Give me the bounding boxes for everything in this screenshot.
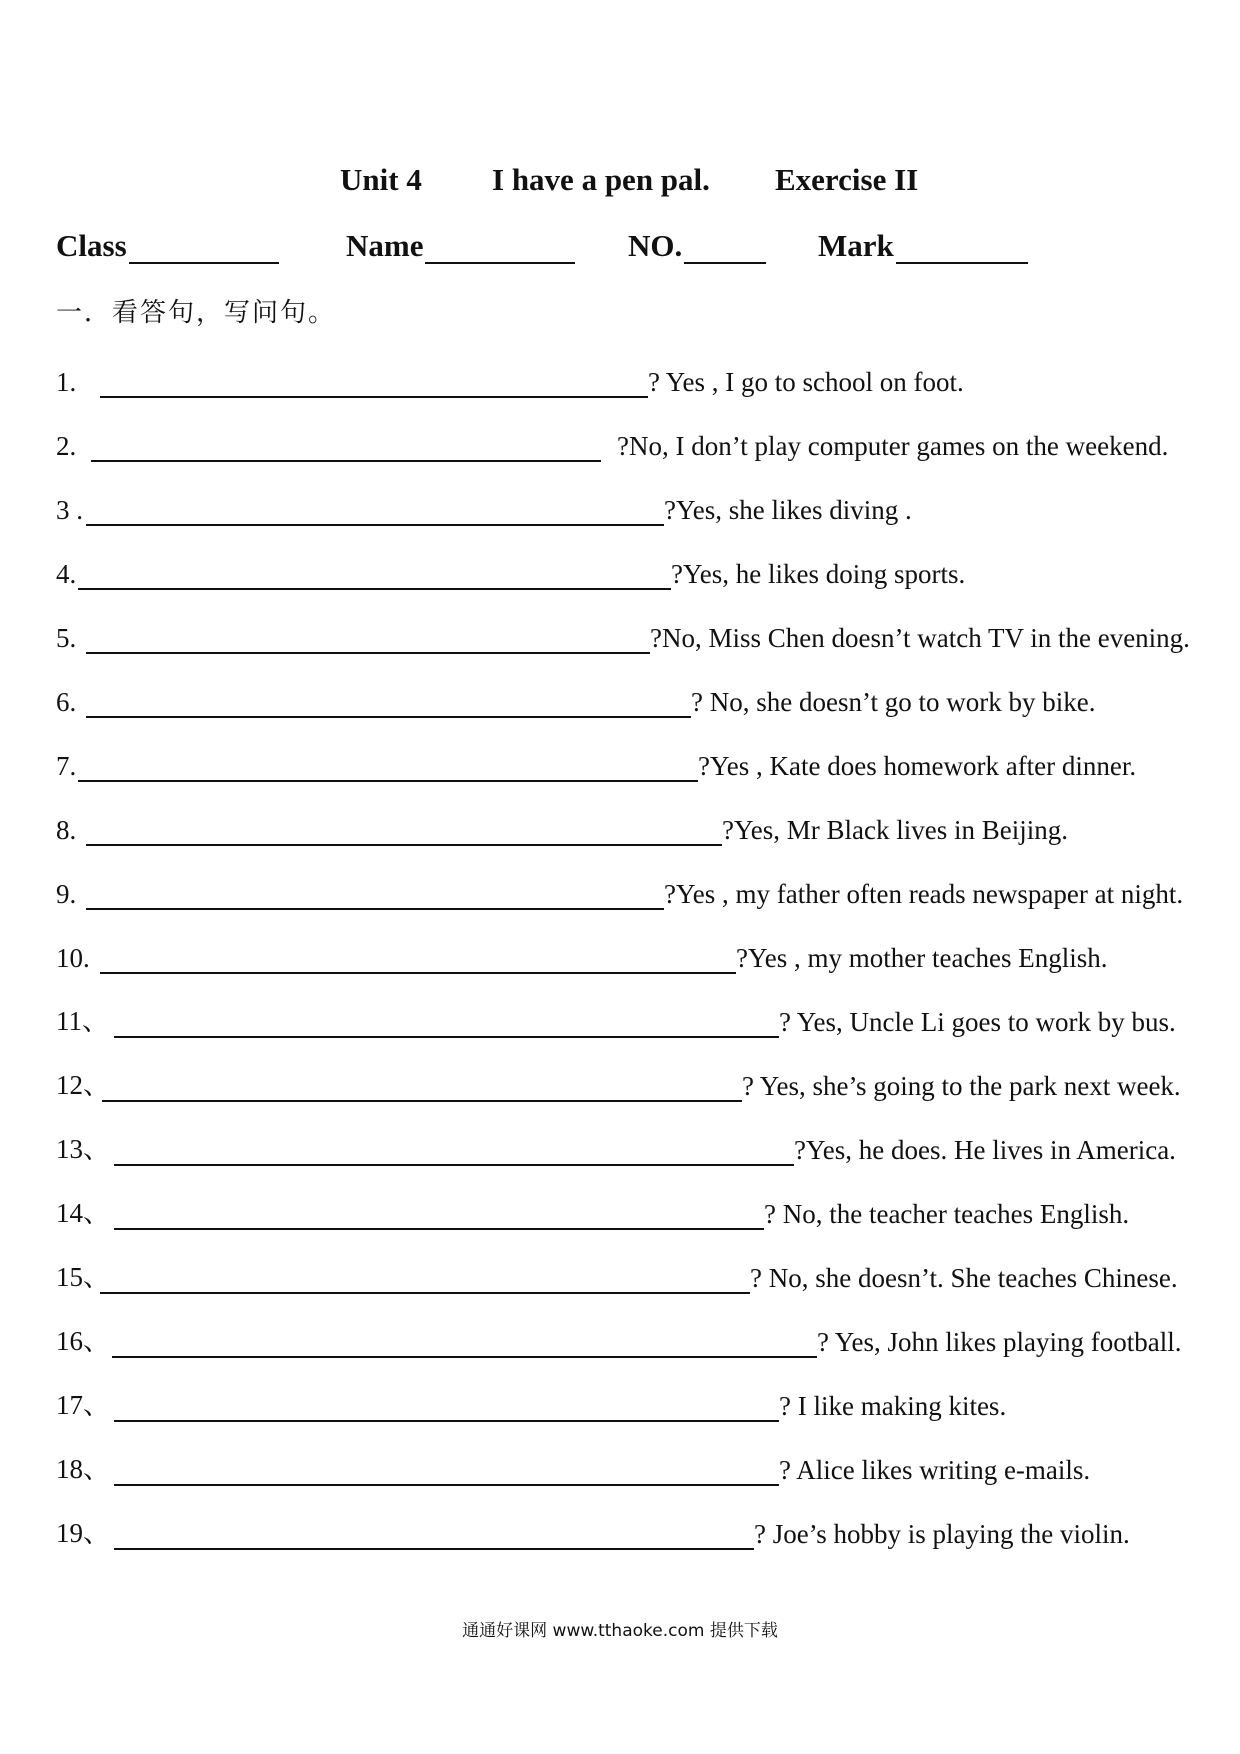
class-blank[interactable] — [129, 232, 279, 264]
answer-text: ? No, she doesn’t go to work by bike. — [691, 687, 1096, 717]
answer-text: ? Yes, she’s going to the park next week. — [742, 1071, 1181, 1101]
list-item — [56, 422, 1226, 462]
list-item — [56, 934, 1226, 974]
item-number: 12、 — [56, 1070, 110, 1100]
answer-blank[interactable] — [78, 752, 698, 782]
item-number: 15、 — [56, 1262, 110, 1292]
list-item — [56, 1446, 1226, 1486]
answer-blank[interactable] — [112, 1328, 817, 1358]
answer-blank[interactable] — [114, 1136, 794, 1166]
exercise-label: Exercise II — [775, 162, 919, 197]
topic-label: I have a pen pal. — [492, 162, 710, 197]
item-number: 14、 — [56, 1198, 110, 1228]
answer-blank[interactable] — [114, 1008, 779, 1038]
item-number: 19、 — [56, 1518, 110, 1548]
answer-text: ?Yes, he does. He lives in America. — [794, 1135, 1176, 1165]
answer-text: ?Yes, he likes doing sports. — [671, 559, 966, 589]
answer-blank[interactable] — [91, 432, 601, 462]
list-item — [56, 806, 1226, 846]
list-item — [56, 1382, 1226, 1422]
student-info-row — [56, 228, 1186, 272]
item-number: 4. — [56, 559, 77, 589]
answer-blank[interactable] — [100, 1264, 750, 1294]
class-field — [56, 228, 279, 264]
answer-blank[interactable] — [78, 560, 671, 590]
number-blank[interactable] — [684, 232, 766, 264]
answer-text: ?Yes, Mr Black lives in Beijing. — [722, 815, 1068, 845]
item-number: 5. — [56, 623, 77, 653]
answer-blank[interactable] — [102, 1072, 742, 1102]
name-label: Name — [346, 228, 424, 263]
answer-text: ?Yes , Kate does homework after dinner. — [698, 751, 1137, 781]
answer-blank[interactable] — [86, 816, 722, 846]
answer-blank[interactable] — [86, 496, 664, 526]
answer-text: ? I like making kites. — [779, 1391, 1007, 1421]
item-number: 2. — [56, 431, 77, 461]
answer-blank[interactable] — [86, 880, 664, 910]
list-item — [56, 1126, 1226, 1166]
name-field — [346, 228, 575, 264]
list-item — [56, 1510, 1226, 1550]
answer-text: ? Alice likes writing e-mails. — [779, 1455, 1091, 1485]
answer-text: ? Joe’s hobby is playing the violin. — [754, 1519, 1130, 1549]
unit-label: Unit 4 — [340, 162, 422, 197]
item-number: 6. — [56, 687, 77, 717]
item-number: 7. — [56, 751, 77, 781]
answer-text: ?Yes , my mother teaches English. — [736, 943, 1108, 973]
mark-blank[interactable] — [896, 232, 1028, 264]
worksheet-title — [0, 162, 1240, 208]
item-number: 16、 — [56, 1326, 110, 1356]
list-item — [56, 614, 1226, 654]
answer-blank[interactable] — [86, 688, 691, 718]
list-item — [56, 358, 1226, 398]
item-number: 8. — [56, 815, 77, 845]
item-number: 3 . — [56, 495, 83, 525]
list-item — [56, 678, 1226, 718]
item-number: 18、 — [56, 1454, 110, 1484]
number-field — [628, 228, 766, 264]
answer-text: ?No, I don’t play computer games on the weekend. — [617, 431, 1169, 461]
footer-credit: 通通好课网 www.tthaoke.com 提供下载 — [462, 1621, 778, 1641]
mark-field — [818, 228, 1028, 264]
list-item — [56, 742, 1226, 782]
answer-text: ? No, the teacher teaches English. — [764, 1199, 1130, 1229]
answer-text: ? Yes, Uncle Li goes to work by bus. — [779, 1007, 1176, 1037]
answer-blank[interactable] — [114, 1520, 754, 1550]
list-item — [56, 1190, 1226, 1230]
list-item — [56, 1062, 1226, 1102]
answer-blank[interactable] — [114, 1392, 779, 1422]
list-item — [56, 1254, 1226, 1294]
answer-blank[interactable] — [100, 944, 736, 974]
answer-blank[interactable] — [114, 1200, 764, 1230]
item-number: 1. — [56, 367, 77, 397]
list-item — [56, 870, 1226, 910]
mark-label: Mark — [818, 228, 894, 263]
answer-blank[interactable] — [100, 368, 648, 398]
answer-blank[interactable] — [114, 1456, 779, 1486]
answer-blank[interactable] — [86, 624, 650, 654]
item-number: 17、 — [56, 1390, 110, 1420]
item-number: 11、 — [56, 1006, 109, 1036]
answer-text: ? Yes, John likes playing football. — [817, 1327, 1182, 1357]
answer-text: ? Yes , I go to school on foot. — [648, 367, 964, 397]
list-item — [56, 486, 1226, 526]
answer-text: ?Yes, she likes diving . — [664, 495, 912, 525]
number-label: NO. — [628, 228, 683, 263]
answer-text: ?No, Miss Chen doesn’t watch TV in the evening. — [650, 623, 1190, 653]
answer-text: ? No, she doesn’t. She teaches Chinese. — [750, 1263, 1178, 1293]
answer-text: ?Yes , my father often reads newspaper at night. — [664, 879, 1184, 909]
item-number: 9. — [56, 879, 77, 909]
class-label: Class — [56, 228, 127, 263]
section-title: 一．看答句，写问句。 — [56, 298, 337, 328]
list-item — [56, 550, 1226, 590]
item-number: 13、 — [56, 1134, 110, 1164]
name-blank[interactable] — [425, 232, 575, 264]
item-number: 10. — [56, 943, 90, 973]
list-item — [56, 998, 1226, 1038]
list-item — [56, 1318, 1226, 1358]
